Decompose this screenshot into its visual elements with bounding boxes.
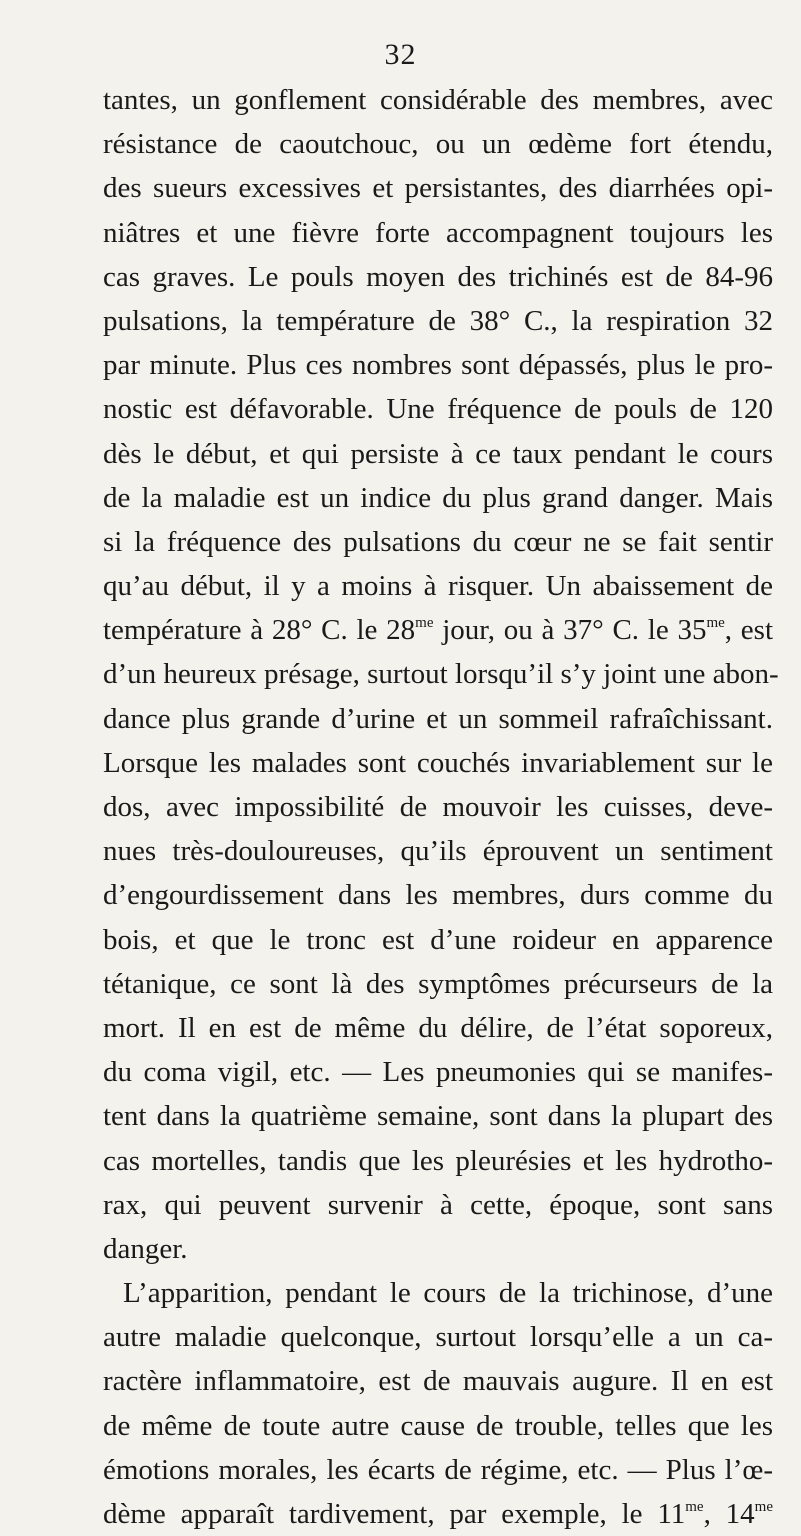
text-line: des sueurs excessives et persistantes, des diarrhées opi- — [103, 172, 773, 205]
text-line: pulsations, la température de 38° C., la respiration 32 — [103, 304, 773, 337]
text-line: résistance de caoutchouc, ou un œdème fort étendu, — [103, 128, 773, 161]
text-line: rax, qui peuvent survenir à cette, époque, sont sans — [103, 1188, 773, 1221]
ordinal-superscript: me — [706, 615, 725, 632]
text-line: cas mortelles, tandis que les pleurésies et les hydrotho- — [103, 1144, 773, 1177]
text-fragment: , est — [724, 614, 774, 647]
text-line: niâtres et une fièvre forte accompagnent toujours les — [103, 216, 773, 249]
text-line: du coma vigil, etc. — Les pneumonies qui se manifes- — [103, 1056, 773, 1089]
ordinal-superscript: me — [685, 1499, 704, 1515]
text-line: tantes, un gonflement considérable des membres, avec — [103, 84, 773, 116]
text-line: ractère inflammatoire, est de mauvais augure. Il en est — [103, 1365, 773, 1398]
text-line: dos, avec impossibilité de mouvoir les cuisses, deve- — [103, 791, 773, 823]
text-line-with-superscripts — [103, 608, 773, 652]
text-line: si la fréquence des pulsations du cœur ne se fait sentir — [103, 525, 773, 558]
text-line: nues très-douloureuses, qu’ils éprouvent un sentiment — [103, 835, 773, 868]
text-line: dance plus grande d’urine et un sommeil rafraîchissant. — [103, 702, 773, 735]
text-line: émotions morales, les écarts de régime, etc. — Plus l’œ- — [103, 1453, 773, 1486]
text-line: qu’au début, il y a moins à risquer. Un abaissement de — [103, 570, 773, 603]
text-line: de même de toute autre cause de trouble, telles que les — [103, 1409, 773, 1442]
text-line-paragraph-end: danger. — [103, 1232, 188, 1265]
text-line: mort. Il en est de même du délire, de l’état soporeux, — [103, 1011, 773, 1044]
text-line: de la maladie est un indice du plus grand danger. Mais — [103, 481, 773, 514]
text-line: d’engourdissement dans les membres, durs comme du — [103, 879, 773, 912]
text-fragment: , 14 — [703, 1498, 755, 1530]
ordinal-superscript: me — [415, 615, 434, 632]
text-line: nostic est défavorable. Une fréquence de pouls de 120 — [103, 393, 773, 426]
text-line-paragraph-start: L’apparition, pendant le cours de la trichinose, d’une — [123, 1277, 773, 1310]
text-fragment: température à 28° C. le 28 — [103, 614, 416, 647]
text-fragment: jour, ou à 37° C. le 35 — [433, 614, 707, 647]
text-line: cas graves. Le pouls moyen des trichinés est de 84-96 — [103, 260, 773, 293]
text-line: par minute. Plus ces nombres sont dépassés, plus le pro- — [103, 349, 773, 382]
text-line: d’un heureux présage, surtout lorsqu’il s’y joint une abon- — [103, 658, 779, 691]
page-number: 32 — [384, 38, 417, 71]
text-line-with-superscripts — [103, 1492, 773, 1536]
body-text — [103, 78, 779, 1536]
ordinal-superscript: me — [754, 1499, 773, 1515]
text-line: tétanique, ce sont là des symptômes précurseurs de la — [103, 967, 773, 1000]
text-line: Lorsque les malades sont couchés invariablement sur le — [103, 746, 773, 779]
text-line: tent dans la quatrième semaine, sont dans la plupart des — [103, 1100, 773, 1133]
text-line: autre maladie quelconque, surtout lorsqu’elle a un ca- — [103, 1321, 773, 1354]
text-fragment: dème apparaît tardivement, par exemple, le 11 — [103, 1498, 686, 1530]
text-line: bois, et que le tronc est d’une roideur en apparence — [103, 923, 773, 956]
text-line: dès le début, et qui persiste à ce taux pendant le cours — [103, 437, 773, 470]
